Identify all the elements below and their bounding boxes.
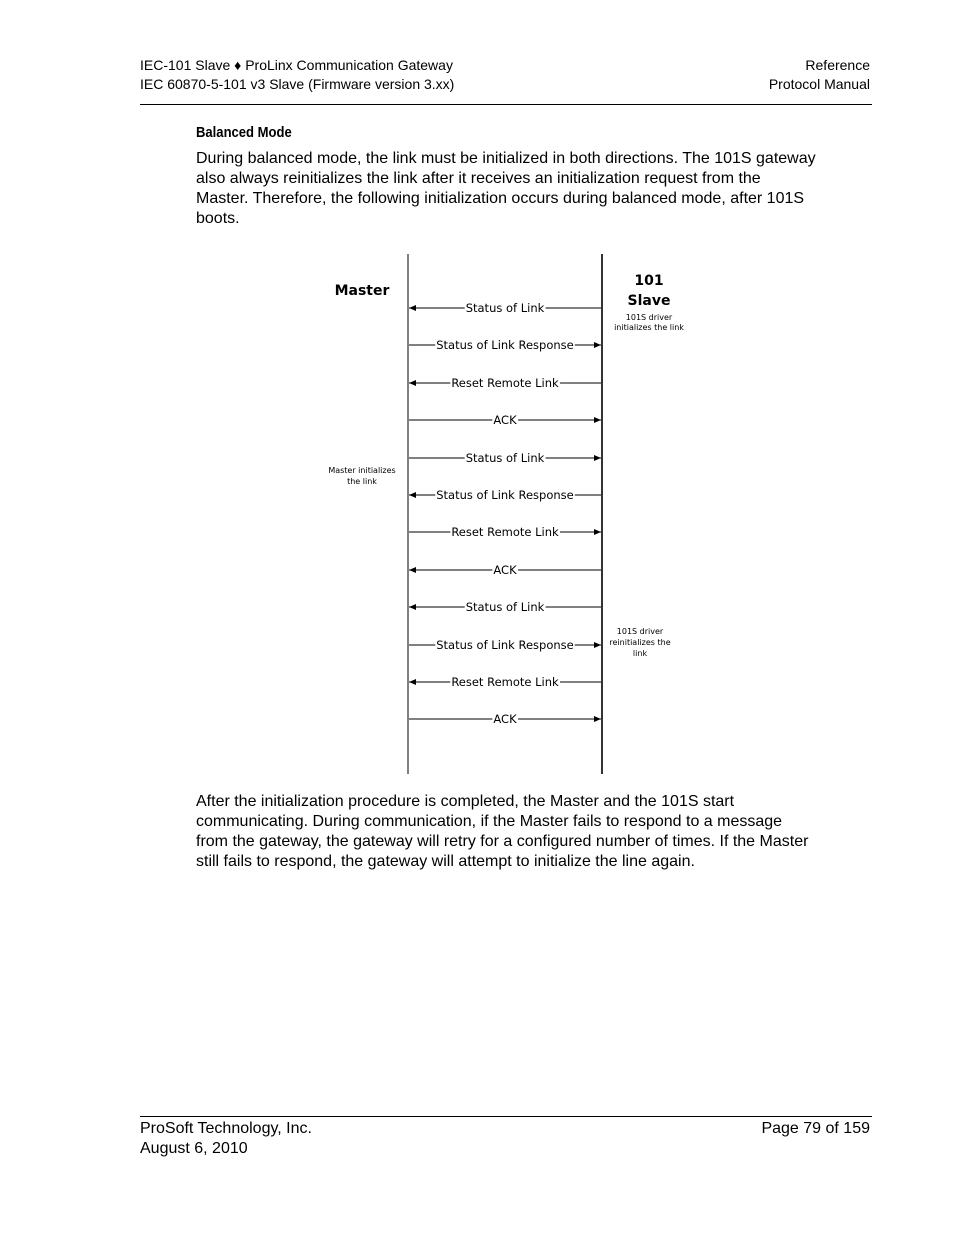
message-arrows bbox=[409, 301, 601, 726]
message-label: Reset Remote Link bbox=[451, 675, 559, 689]
closing-paragraph: After the initialization procedure is completed, the Master and the 101S start communicating. During communication, if the Master fails to respond to a message from the gateway, the gateway will retry for a configured number of times. If the Master still fails to respond, the gateway will attempt to initialize the line again. bbox=[196, 793, 809, 870]
message-label: Status of Link Response bbox=[436, 488, 574, 502]
message-label: Status of Link bbox=[465, 451, 545, 465]
message-label: Status of Link Response bbox=[436, 638, 574, 652]
page-footer-left bbox=[140, 1119, 312, 1159]
message-label: Status of Link Response bbox=[436, 338, 574, 352]
message-label: Status of Link bbox=[465, 301, 545, 315]
note-slave-init-line2: initializes the link bbox=[614, 323, 684, 332]
footer-divider bbox=[140, 1116, 872, 1117]
page-footer-right bbox=[761, 1119, 870, 1139]
message-label: ACK bbox=[493, 712, 517, 726]
note-master-init-line2: the link bbox=[347, 477, 377, 486]
message-label: Reset Remote Link bbox=[451, 376, 559, 390]
note-slave-init-line1: 101S driver bbox=[625, 313, 673, 322]
message-label: Reset Remote Link bbox=[451, 525, 559, 539]
header-section: Reference bbox=[805, 57, 870, 73]
note-slave-reinit-line2: reinitializes the bbox=[609, 638, 671, 647]
slave-label-number: 101 bbox=[634, 273, 664, 289]
header-product-subtitle: IEC 60870-5-101 v3 Slave (Firmware version 3.xx) bbox=[140, 76, 455, 92]
master-label: Master bbox=[334, 283, 390, 299]
note-master-init-line1: Master initializes bbox=[328, 466, 396, 475]
section-title: Balanced Mode bbox=[196, 125, 292, 141]
slave-label-name: Slave bbox=[627, 293, 671, 309]
footer-date: August 6, 2010 bbox=[140, 1140, 248, 1157]
intro-paragraph: During balanced mode, the link must be initialized in both directions. The 101S gateway also always reinitializes the link after it receives an initialization request from the Master. Therefore, the following initialization occurs during balanced mode, after 101S boots. bbox=[196, 150, 816, 227]
header-product-title: IEC-101 Slave ♦ ProLinx Communication Gateway bbox=[140, 57, 453, 73]
message-label: Status of Link bbox=[465, 600, 545, 614]
header-manual: Protocol Manual bbox=[768, 76, 870, 92]
note-slave-reinit-line3: link bbox=[632, 649, 648, 658]
note-slave-reinit-line1: 101S driver bbox=[616, 627, 664, 636]
message-label: ACK bbox=[493, 413, 517, 427]
footer-company: ProSoft Technology, Inc. bbox=[140, 1120, 312, 1137]
message-label: ACK bbox=[493, 563, 517, 577]
footer-page-number: Page 79 of 159 bbox=[761, 1120, 870, 1137]
